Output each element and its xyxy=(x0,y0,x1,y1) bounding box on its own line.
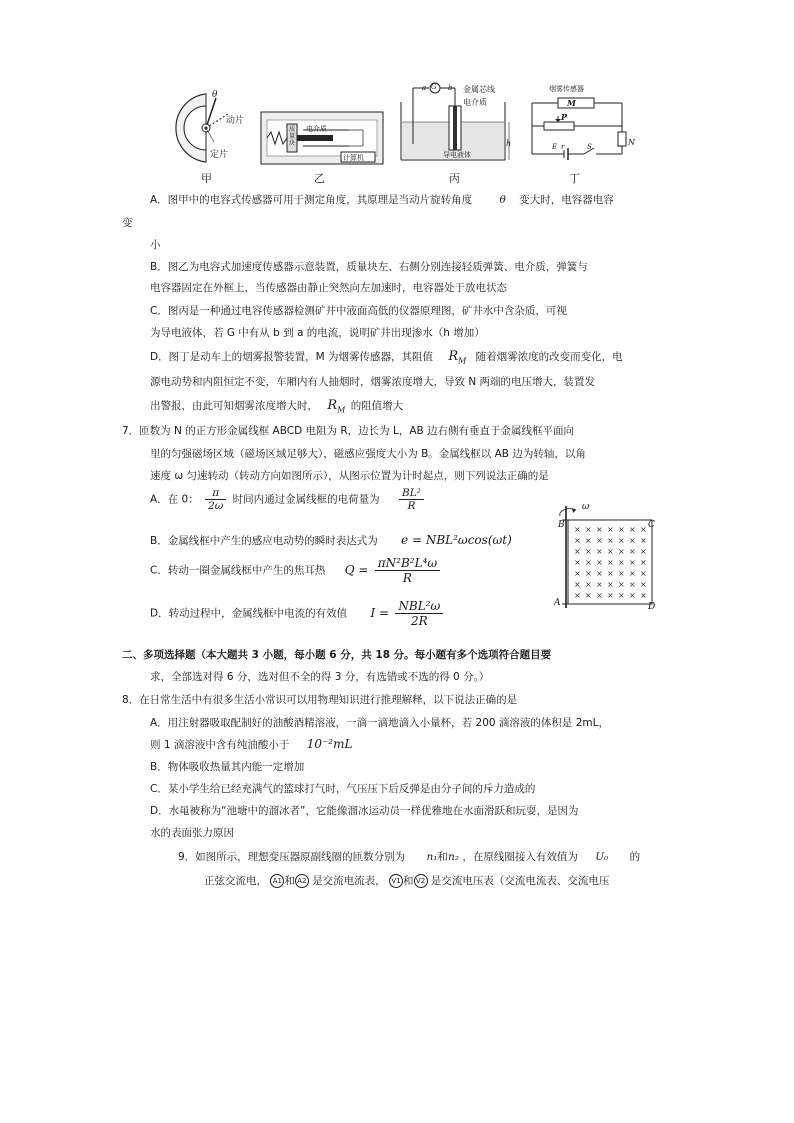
field-cross: × xyxy=(585,580,592,589)
q7-stem-line1: 7．匝数为 N 的正方形金属线框 ABCD 电阻为 R，边长为 L，AB 边右侧有垂直于金属线框平面向 xyxy=(122,425,575,437)
rm-symbol-2: $R_M$ xyxy=(327,398,346,415)
field-cross: × xyxy=(596,569,603,578)
fixed-plate-label: 定片 xyxy=(210,150,229,160)
field-cross: × xyxy=(574,525,581,534)
field-cross: × xyxy=(596,536,603,545)
q7-option-c: C．转动一圈金属线框中产生的焦耳热 Q = $\frac{\text{πN²B²L⁴ω}}{R}$ xyxy=(150,556,443,585)
figure-yi xyxy=(259,110,385,166)
field-cross: × xyxy=(574,591,581,600)
field-cross: × xyxy=(574,569,581,578)
field-cross: × xyxy=(629,591,636,600)
q6-option-d-line3: 出警报，由此可知烟雾浓度增大时， $R_M$ 的阻值增大 xyxy=(150,398,404,415)
q7-option-b: B．金属线框中产生的感应电动势的瞬时表达式为 e = NBL²ωcos(ωt) xyxy=(150,533,512,547)
q6-option-b-line1: B．图乙为电容式加速度传感器示意装置，质量块左、右侧分别连接轻质弹簧、电介质，弹簧与 xyxy=(150,261,588,273)
q6-option-a-line3: 小 xyxy=(150,239,161,251)
field-cross: × xyxy=(640,580,647,589)
field-cross: × xyxy=(640,558,647,567)
field-cross: × xyxy=(607,525,614,534)
field-cross: × xyxy=(618,547,625,556)
vertex-a-label: A xyxy=(554,598,561,608)
dielectric-label: 电介质 xyxy=(306,125,327,133)
section-2-title-line2: 求，全部选对得 6 分，选对但不全的得 3 分，有选错或不选的得 0 分。） xyxy=(150,671,490,683)
vertex-d-label: D xyxy=(648,602,656,612)
field-cross: × xyxy=(574,580,581,589)
e-label: E xyxy=(552,143,558,151)
field-cross: × xyxy=(629,558,636,567)
q8-a-value: 10⁻²mL xyxy=(306,737,353,751)
field-cross: × xyxy=(607,580,614,589)
bing-dielectric-label: 电介质 xyxy=(463,98,487,107)
field-cross: × xyxy=(618,525,625,534)
field-cross: × xyxy=(596,558,603,567)
q9-stem-line1: 9．如图所示，理想变压器原副线圈的匝数分别为 n₁和n₂ ，在原线圈接入有效值为 U₀ 的 xyxy=(178,851,641,863)
field-cross: × xyxy=(640,591,647,600)
field-cross: × xyxy=(607,558,614,567)
q6-option-b-line2: 电容器固定在外框上，当传感器由静止突然向左加速时，电容器处于放电状态 xyxy=(150,282,507,294)
field-cross: × xyxy=(629,525,636,534)
m-label: M xyxy=(567,98,576,108)
q7-figure xyxy=(548,500,660,612)
q7-option-a: A．在 0： $\frac{\pi}{2\omega}$ 时间内通过金属线框的电荷量为 $\frac{\text{BL²}}{R}$ xyxy=(150,487,427,512)
q8-option-a-line1: A．用注射器吸取配制好的油酸酒精溶液，一滴一滴地滴入小量杯，若 200 滴溶液的体积是 2mL， xyxy=(150,717,609,729)
field-cross: × xyxy=(596,580,603,589)
field-cross: × xyxy=(629,569,636,578)
section-2-title-line1: 二、多项选择题（本大题共 3 小题，每小题 6 分，共 18 分。每小题有多个选项符合题目要 xyxy=(122,649,552,661)
p-label: P xyxy=(561,112,568,122)
q7-c-fraction: $\frac{\text{πN²B²L⁴ω}}{R}$ xyxy=(375,556,440,585)
q6-option-a-line1: A．图甲中的电容式传感器可用于测定角度，其原理是当动片旋转角度 θ 变大时，电容器电容 xyxy=(150,194,614,206)
r-label: r xyxy=(561,143,565,151)
n-label: N xyxy=(628,138,635,147)
s-label: S xyxy=(587,143,592,151)
field-cross: × xyxy=(596,525,603,534)
omega-label: ω xyxy=(582,502,590,512)
q8-stem: 8．在日常生活中有很多生活小常识可以用物理知识进行推理解释，以下说法正确的是 xyxy=(122,694,518,706)
moving-plate-label: 动片 xyxy=(226,116,245,126)
conductive-liquid-label: 导电液体 xyxy=(443,151,471,159)
field-cross: × xyxy=(629,580,636,589)
field-cross: × xyxy=(629,547,636,556)
a-terminal-label: a xyxy=(422,84,427,92)
q9-stem-line2: 正弦交流电， A1 和 A2 是交流电流表， V1 和 V2 是交流电压表（交流电流表、交流电压 xyxy=(204,875,610,887)
q7-stem-line2: 里的匀强磁场区域（磁场区域足够大），磁感应强度大小为 B。金属线框以 AB 边为转轴，以角 xyxy=(150,448,586,460)
field-cross: × xyxy=(574,547,581,556)
field-cross: × xyxy=(574,536,581,545)
mass-block-label: 质量块 xyxy=(289,126,296,147)
field-cross: × xyxy=(607,536,614,545)
core-wire-label: 金属芯线 xyxy=(463,85,495,94)
field-cross: × xyxy=(607,547,614,556)
ammeter-a2-icon: A2 xyxy=(295,874,309,888)
field-cross: × xyxy=(585,569,592,578)
field-cross: × xyxy=(585,525,592,534)
q8-option-c: C．某小学生给已经充满气的篮球打气时，气压压下后反弹是由分子间的斥力造成的 xyxy=(150,783,536,795)
figure-bing-caption: 丙 xyxy=(449,172,460,185)
field-cross: × xyxy=(618,591,625,600)
field-cross: × xyxy=(596,591,603,600)
q6-option-a-line2: 变 xyxy=(122,217,133,229)
q8-option-d-line1: D．水黾被称为“池塘中的溜冰者”，它能像溜冰运动员一样优雅地在水面滑跃和玩耍，是因为 xyxy=(150,805,579,817)
field-cross: × xyxy=(585,558,592,567)
field-cross: × xyxy=(585,536,592,545)
field-cross: × xyxy=(618,580,625,589)
computer-label: 计算机 xyxy=(343,154,364,162)
field-cross: × xyxy=(640,525,647,534)
field-cross: × xyxy=(618,569,625,578)
figure-jia xyxy=(168,86,248,168)
field-cross: × xyxy=(585,591,592,600)
q6-option-c-line1: C．图丙是一种通过电容传感器检测矿井中液面高低的仪器原理图，矿井水中含杂质，可视 xyxy=(150,305,567,317)
field-cross: × xyxy=(574,558,581,567)
q7-option-d: D．转动过程中，金属线框中电流的有效值 I = $\frac{\text{NBL²ω}}{2R}$ xyxy=(150,599,446,628)
q6-option-d-line2: 源电动势和内阻恒定不变，车厢内有人抽烟时，烟雾浓度增大，导致 N 两端的电压增大，装置发 xyxy=(150,376,596,388)
q7-b-expression: e = NBL²ωcos(ωt) xyxy=(401,533,512,547)
q8-option-a-line2: 则 1 滴溶液中含有纯油酸小于 10⁻²mL xyxy=(150,737,353,751)
field-cross: × xyxy=(640,536,647,545)
q7-a-charge-fraction: $\frac{\text{BL²}}{R}$ xyxy=(399,487,424,512)
vertex-c-label: C xyxy=(648,520,655,530)
voltmeter-v2-icon: V2 xyxy=(414,874,428,888)
q8-option-d-line2: 水的表面张力原因 xyxy=(150,827,234,839)
smoke-sensor-label: 烟雾传感器 xyxy=(549,85,584,93)
field-cross: × xyxy=(640,569,647,578)
q6-theta: θ xyxy=(499,194,506,206)
h-label: h xyxy=(506,139,512,148)
q7-a-time-fraction: $\frac{\pi}{2\omega}$ xyxy=(205,487,226,512)
q7-d-fraction: $\frac{\text{NBL²ω}}{2R}$ xyxy=(395,599,443,628)
field-cross: × xyxy=(618,536,625,545)
voltmeter-v1-icon: V1 xyxy=(389,874,403,888)
figure-ding xyxy=(524,88,634,164)
q7-stem-line3: 速度 ω 匀速转动（转动方向如图所示），从图示位置为计时起点，则下列说法正确的是 xyxy=(150,470,549,482)
field-cross: × xyxy=(607,569,614,578)
field-cross: × xyxy=(640,547,647,556)
field-cross: × xyxy=(618,558,625,567)
ammeter-a1-icon: A1 xyxy=(270,874,284,888)
figure-ding-caption: 丁 xyxy=(569,172,580,185)
q6-option-c-line2: 为导电液体，若 G 中有从 b 到 a 的电流，说明矿井出现渗水（h 增加） xyxy=(150,327,485,339)
figure-jia-caption: 甲 xyxy=(201,172,212,185)
q8-option-b: B．物体吸收热量其内能一定增加 xyxy=(150,761,305,773)
g-label: G xyxy=(431,83,437,91)
b-terminal-label: b xyxy=(448,84,453,92)
rm-symbol: $R_M$ xyxy=(448,349,467,366)
q6-option-d-line1: D．图丁是动车上的烟雾报警装置，M 为烟雾传感器，其阻值 $R_M$ 随着烟雾浓度的改变而变化，电 xyxy=(150,349,623,366)
vertex-b-label: B xyxy=(558,520,565,530)
field-cross: × xyxy=(629,536,636,545)
field-cross: × xyxy=(585,547,592,556)
figure-yi-caption: 乙 xyxy=(314,172,325,185)
field-cross: × xyxy=(607,591,614,600)
field-cross: × xyxy=(596,547,603,556)
theta-label: θ xyxy=(212,90,218,100)
